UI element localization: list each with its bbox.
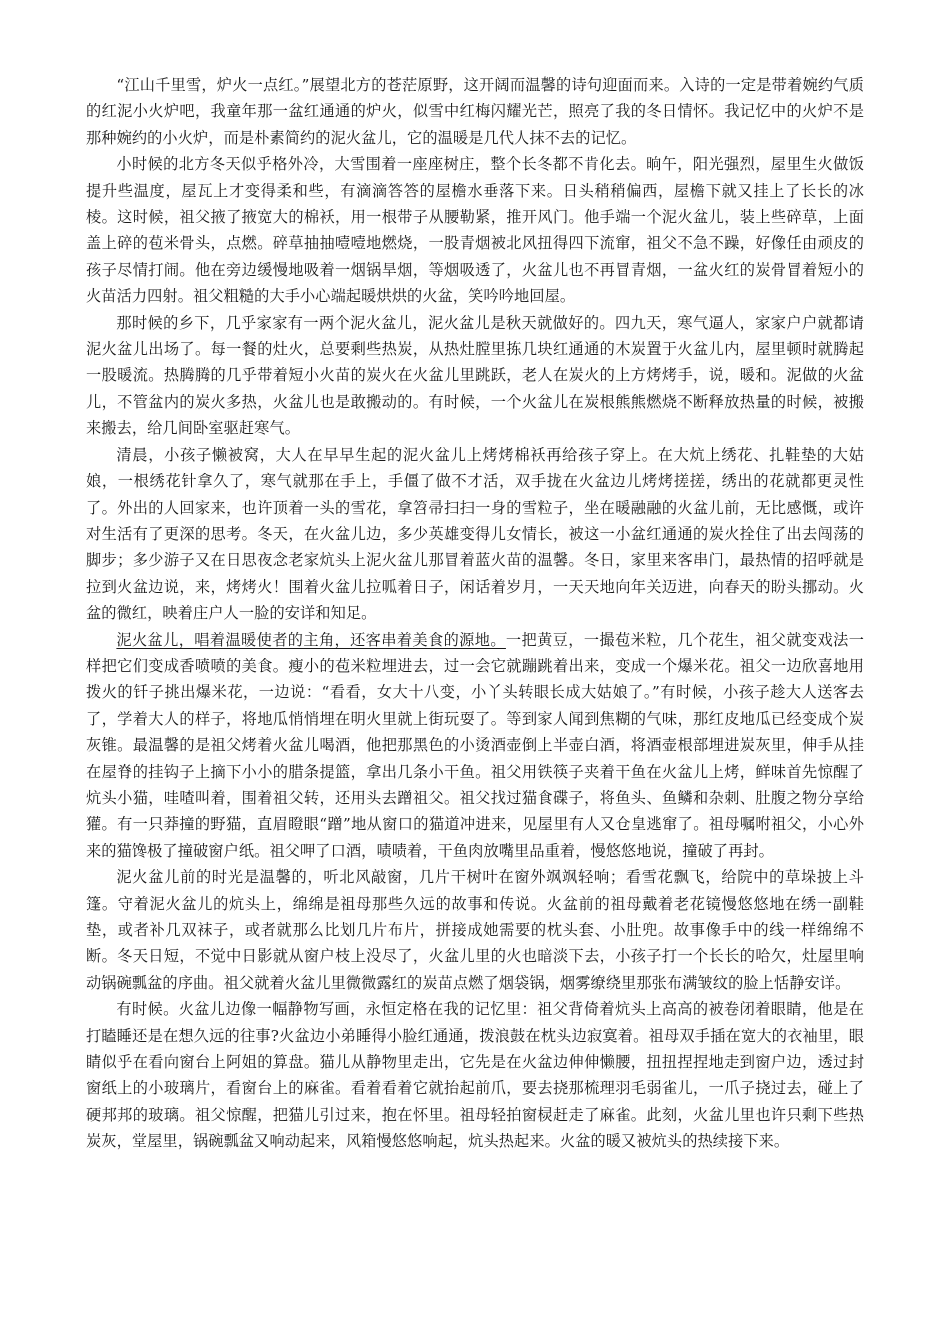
paragraph-4 (86, 442, 864, 627)
paragraph-1-text: “江山千里雪，炉火一点红。”展望北方的苍茫原野，这开阔而温馨的诗句迎面而来。入诗的一定是带着婉约气质的红泥小火炉吧，我童年那一盆红通通的炉火，似雪中红梅闪耀光芒，照亮了我的冬日情怀。我记忆中的火炉不是那种婉约的小火炉，而是朴素简约的泥火盆儿，它的温暖是几代人抹不去的记忆。 (86, 76, 864, 147)
paragraph-5 (86, 627, 864, 865)
underlined-sentence: 泥火盆儿，唱着温暖使者的主角，还客串着美食的源地。 (116, 630, 506, 649)
paragraph-1 (86, 72, 864, 151)
paragraph-3-text: 那时候的乡下，几乎家家有一两个泥火盆儿，泥火盆儿是秋天就做好的。四九天，寒气逼人，家家户户就都请泥火盆儿出场了。每一餐的灶火，总要剩些热炭，从热灶膛里拣几块红通通的木炭置于火盆儿内，屋里顿时就腾起一股暖流。热腾腾的几乎带着短小火苗的炭火在火盆儿里跳跃，老人在炭火的上方烤烤手，说，暖和。泥做的火盆儿，不管盆内的炭火多热，火盆儿也是敢搬动的。有时候，一个火盆儿在炭根熊熊燃烧不断释放热量的时候，被搬来搬去，给几间卧室驱赶寒气。 (86, 313, 864, 438)
paragraph-3 (86, 310, 864, 442)
article-body (86, 72, 864, 1155)
paragraph-6 (86, 864, 864, 996)
paragraph-4-text: 清晨，小孩子懒被窝，大人在早早生起的泥火盆儿上烤烤棉袄再给孩子穿上。在大炕上绣花、扎鞋垫的大姑娘，一根绣花针拿久了，寒气就那在手上，手僵了做不才活，双手拢在火盆边儿烤烤搓搓，绣出的花就都更灵性了。外出的人回家来，也许顶着一头的雪花，拿笤帚扫扫一身的雪粒子，坐在暖融融的火盆儿前，无比感慨，或许对生活有了更深的思考。冬天，在火盆儿边，多少英雄变得儿女情长，被这一小盆红通通的炭火拴住了出去闯荡的脚步；多少游子又在日思夜念老家炕头上泥火盆儿那冒着蓝火苗的温馨。冬日，家里来客串门，最热情的招呼就是拉到火盆边说，来，烤烤火！围着火盆儿拉呱着日子，闲话着岁月，一天天地向年关迈进，向春天的盼头挪动。火盆的微红，映着庄户人一脸的安详和知足。 (86, 445, 864, 623)
paragraph-2 (86, 151, 864, 309)
paragraph-7-text: 有时候。火盆儿边像一幅静物写画，永恒定格在我的记忆里：祖父背倚着炕头上高高的被卷闭着眼睛，他是在打瞌睡还是在想久远的往事?火盆边小弟睡得小脸红通通，拨浪鼓在枕头边寂寞着。祖母双手插在宽大的衣袖里，眼睛似乎在看向窗台上阿姐的算盘。猫儿从静物里走出，它先是在火盆边伸伸懒腰，扭扭捏捏地走到窗户边，透过封窗纸上的小玻璃片，看窗台上的麻雀。看着看着它就抬起前爪，要去挠那梳理羽毛弱雀儿，一爪子挠过去，碰上了硬邦邦的玻璃。祖父惊醒，把猫儿引过来，抱在怀里。祖母轻拍窗棂赶走了麻雀。此刻，火盆儿里也许只剩下些热炭灰，堂屋里，锅碗瓢盆又响动起来，风箱慢悠悠响起，炕头热起来。火盆的暖又被炕头的热续接下来。 (86, 1000, 864, 1151)
paragraph-6-text: 泥火盆儿前的时光是温馨的，听北风敲窗，几片干树叶在窗外飒飒轻响；看雪花飘飞，给院中的草垛披上斗篷。守着泥火盆儿的炕头上，绵绵是祖母那些久远的故事和传说。火盆前的祖母戴着老花镜慢悠悠地在绣一副鞋垫，或者补几双袜子，或者就那么比划几片布片，拼接成她需要的枕头套、小肚兜。故事像手中的线一样绵绵不断。冬天日短，不觉中日影就从窗户枝上没尽了，火盆儿里的火也暗淡下去，小孩子打一个长长的哈欠，灶屋里响动锅碗瓢盆的序曲。祖父就着火盆儿里微微露红的炭苗点燃了烟袋锅，烟雾缭绕里那张布满皱纹的脸上恬静安详。 (86, 868, 864, 992)
paragraph-7 (86, 996, 864, 1154)
paragraph-2-text: 小时候的北方冬天似乎格外冷，大雪围着一座座树庄，整个长冬都不肯化去。晌午，阳光强烈，屋里生火做饭提升些温度，屋瓦上才变得柔和些，有滴滴答答的屋檐水垂落下来。日头稍稍偏西，屋檐下就又挂上了长长的冰棱。这时候，祖父掖了掖宽大的棉袄，用一根带子从腰勒紧，推开风门。他手端一个泥火盆儿，装上些碎草，上面盖上碎的苞米骨头，点燃。碎草抽抽噎噎地燃烧，一股青烟被北风扭得四下流窜，祖父不急不躁，好像任由顽皮的孩子尽情打闹。他在旁边缓慢地吸着一烟锅旱烟，等烟吸透了，火盆儿也不再冒青烟，一盆火红的炭骨冒着短小的火苗活力四射。祖父粗糙的大手小心端起暖烘烘的火盆，笑吟吟地回屋。 (86, 155, 864, 306)
paragraph-5-text: 一把黄豆，一撮苞米粒，几个花生，祖父就变戏法一样把它们变成香喷喷的美食。瘦小的苞米粒埋进去，过一会它就蹦跳着出来，变成一个爆米花。祖父一边欣喜地用拨火的钎子挑出爆米花，一边说：“看看，女大十八变，小丫头转眼长成大姑娘了。”有时候，小孩子趁大人送客去了，学着大人的样子，将地瓜悄悄埋在明火里就上街玩耍了。等到家人闻到焦糊的气味，那红皮地瓜已经变成个炭灰锥。最温馨的是祖父烤着火盆儿喝酒，他把那黑色的小烫酒壶倒上半壶白酒，将酒壶根部埋进炭灰里，伸手从挂在屋脊的挂钩子上摘下小小的腊条提篮，拿出几条小干鱼。祖父用铁筷子夹着干鱼在火盆儿上烤，鲜味首先惊醒了炕头小猫，哇喳叫着，围着祖父转，还用头去蹭祖父。祖父找过猫食碟子，将鱼头、鱼鳞和杂刺、肚腹之物分享给獾。有一只莽撞的野猫，直眉瞪眼“蹭”地从窗口的猫道冲进来，见屋里有人又仓皇逃窜了。祖母嘱咐祖父，小心外来的猫馋极了撞破窗户纸。祖父呷了口酒，啧啧着，干鱼肉放嘴里品重着，慢悠悠地说，撞破了再封。 (86, 630, 864, 860)
